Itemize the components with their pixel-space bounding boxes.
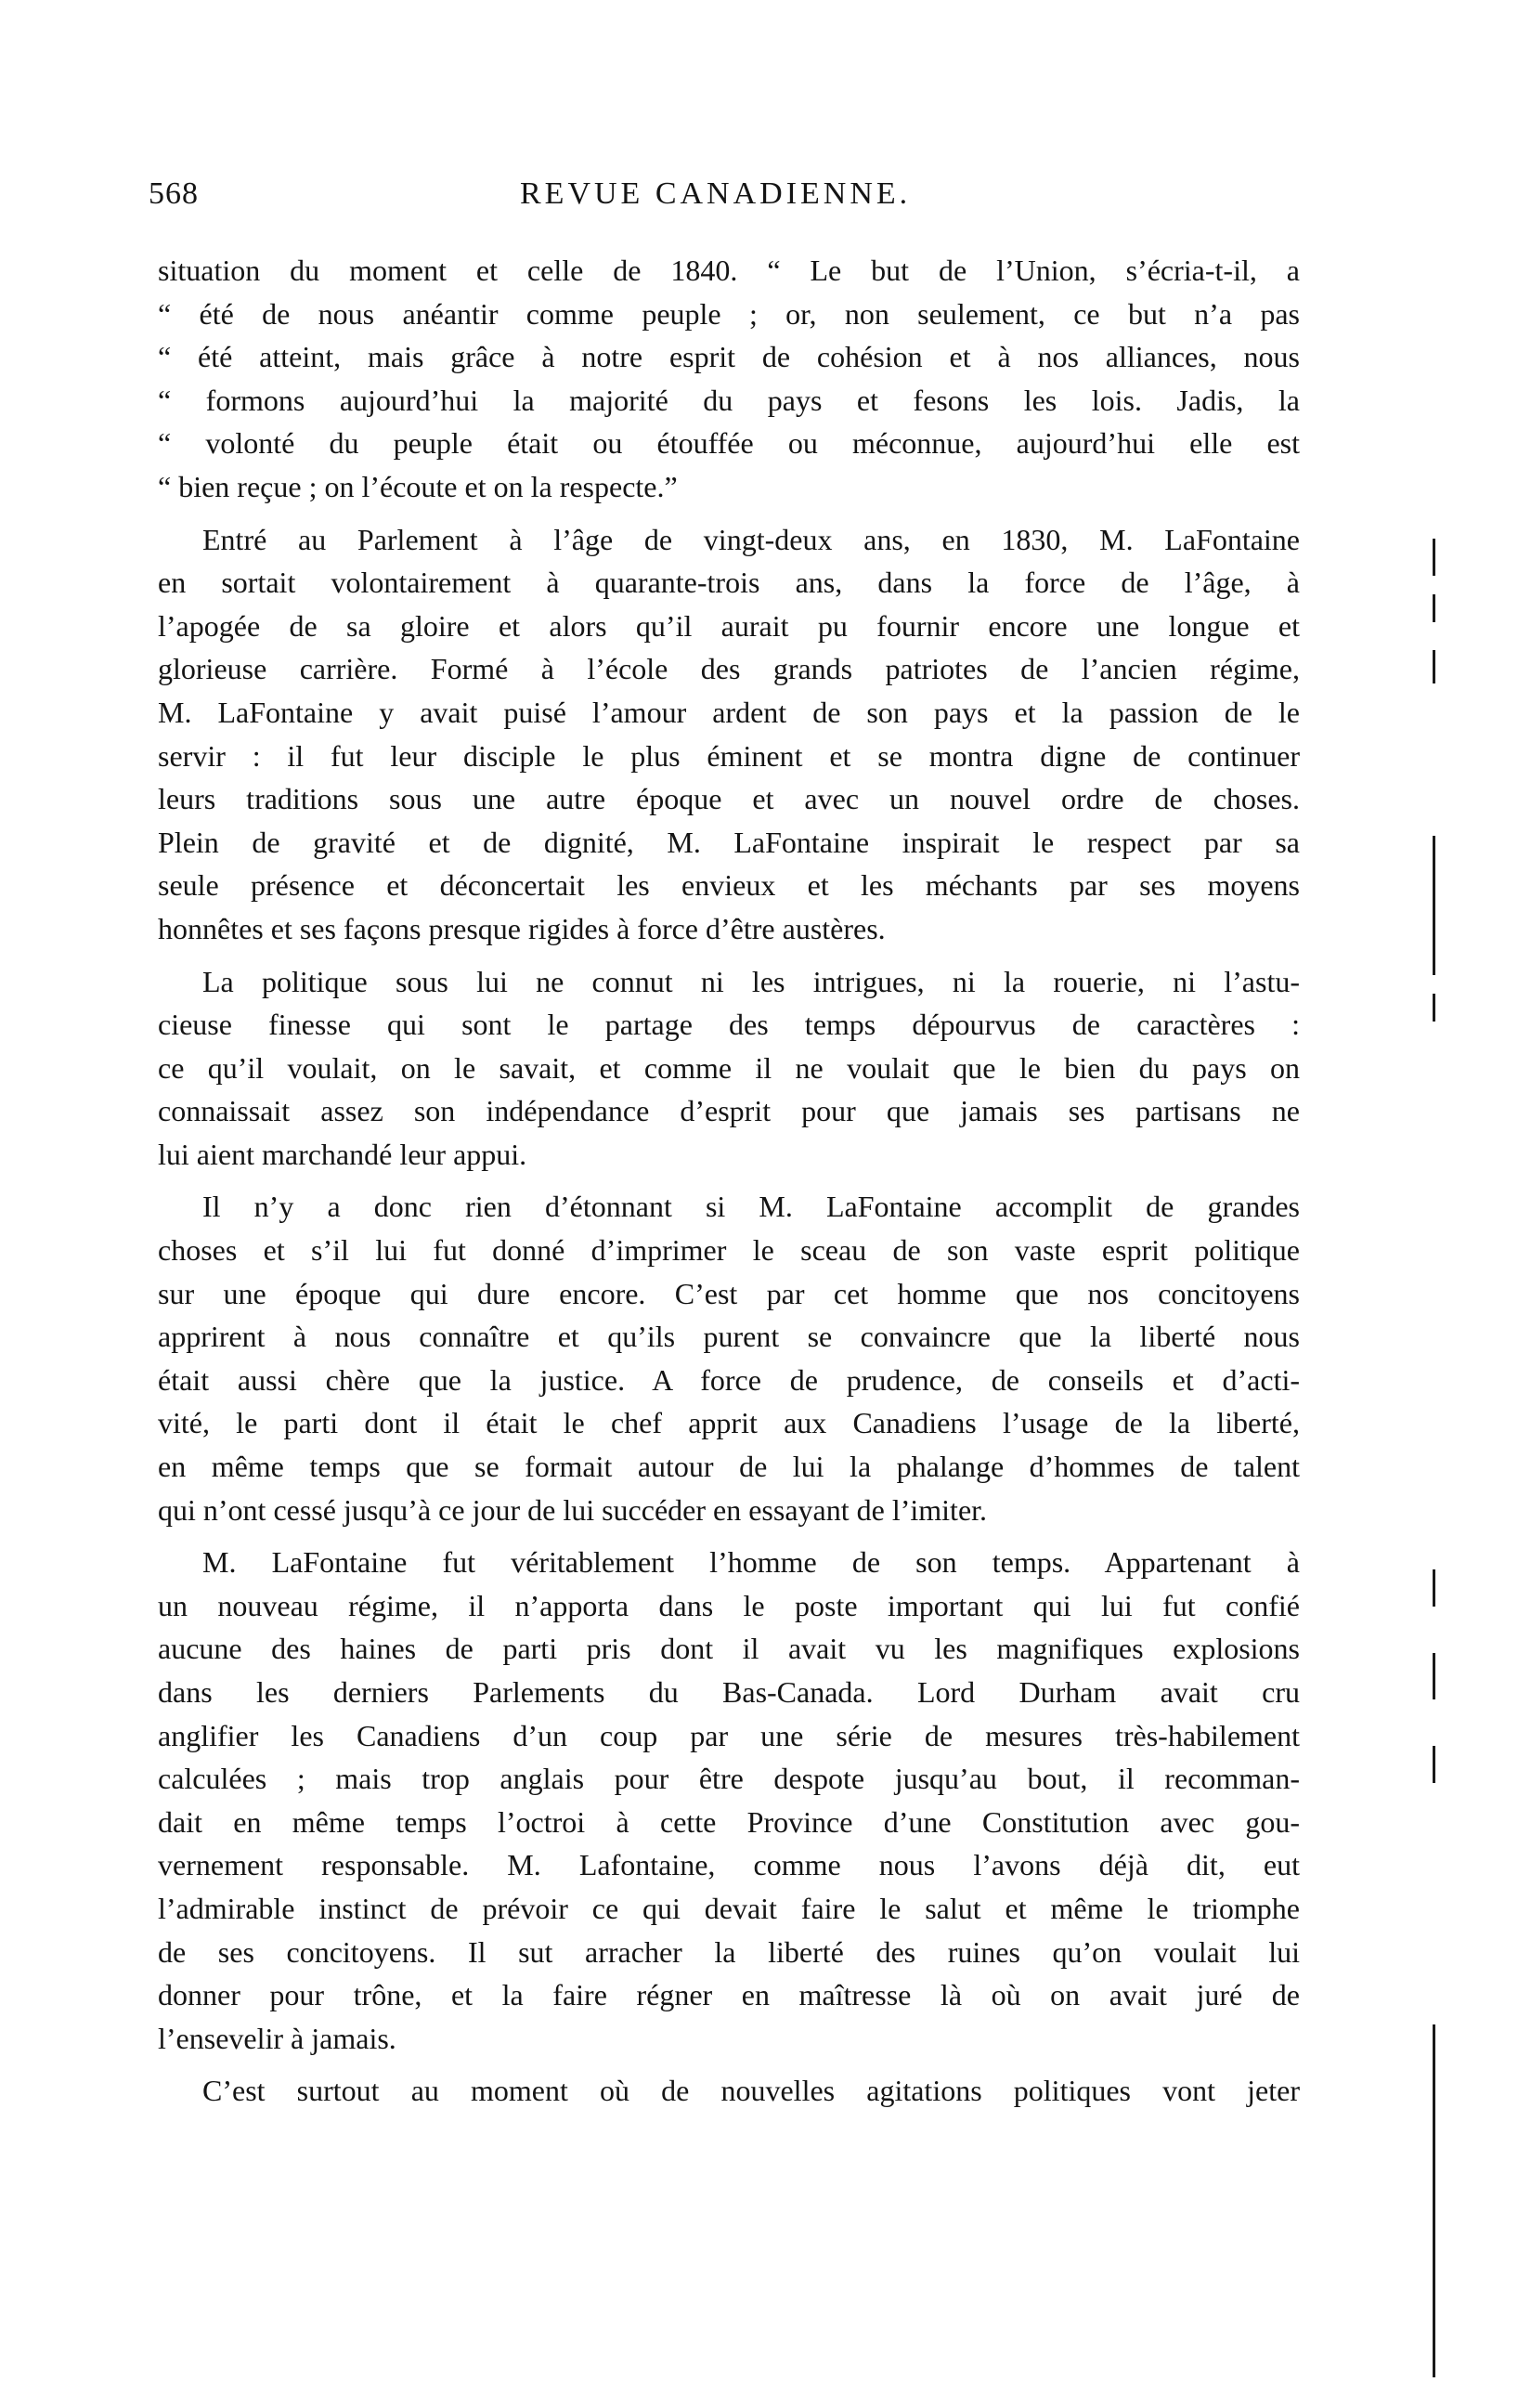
text-line: vité, le parti dont il était le chef apprit aux Canadiens l’usage de la liberté, xyxy=(158,1406,1300,1440)
scan-edge-mark xyxy=(1433,594,1435,622)
text-line: leurs traditions sous une autre époque et avec un nouvel ordre de choses. xyxy=(158,782,1300,816)
text-line: M. LaFontaine y avait puisé l’amour ardent de son pays et la passion de le xyxy=(158,695,1300,729)
text-line: Il n’y a donc rien d’étonnant si M. LaFontaine accomplit de grandes xyxy=(202,1190,1300,1224)
text-line: de ses concitoyens. Il sut arracher la liberté des ruines qu’on voulait lui xyxy=(158,1934,1300,1969)
text-line: lui aient marchandé leur appui. xyxy=(158,1137,527,1171)
text-line: M. LaFontaine fut véritablement l’homme de son temps. Appartenant à xyxy=(202,1545,1300,1580)
text-line: sur une époque qui dure encore. C’est par cet homme que nos concitoyens xyxy=(158,1276,1300,1310)
text-line: Entré au Parlement à l’âge de vingt-deux ans, en 1830, M. LaFontaine xyxy=(202,522,1300,556)
paragraph xyxy=(158,249,1300,509)
scan-edge-mark xyxy=(1433,2024,1435,2377)
text-line: dans les derniers Parlements du Bas-Canada. Lord Durham avait cru xyxy=(158,1675,1300,1709)
text-line: calculées ; mais trop anglais pour être despote jusqu’au bout, il recomman- xyxy=(158,1762,1300,1796)
page-number: 568 xyxy=(149,176,199,211)
scan-edge-mark xyxy=(1433,1746,1435,1783)
text-line: La politique sous lui ne connut ni les intrigues, ni la rouerie, ni l’astu- xyxy=(202,964,1300,998)
text-line: connaissait assez son indépendance d’esprit pour que jamais ses partisans ne xyxy=(158,1094,1300,1128)
text-line: aucune des haines de parti pris dont il avait vu les magnifiques explosions xyxy=(158,1632,1300,1666)
text-line: en même temps que se formait autour de lui la phalange d’hommes de talent xyxy=(158,1450,1300,1484)
text-line: glorieuse carrière. Formé à l’école des grands patriotes de l’ancien régime, xyxy=(158,652,1300,686)
text-line: l’apogée de sa gloire et alors qu’il aurait pu fournir encore une longue et xyxy=(158,608,1300,643)
scan-edge-mark xyxy=(1433,836,1435,975)
paragraph xyxy=(158,1541,1300,2060)
text-line: l’ensevelir à jamais. xyxy=(158,2021,396,2055)
scan-edge-mark xyxy=(1433,994,1435,1022)
paragraph xyxy=(158,2069,1300,2113)
paragraph xyxy=(158,1185,1300,1531)
text-line: “ été de nous anéantir comme peuple ; or, non seulement, ce but n’a pas xyxy=(158,296,1300,331)
scan-edge-mark xyxy=(1433,650,1435,683)
text-line: “ formons aujourd’hui la majorité du pays et fesons les lois. Jadis, la xyxy=(158,383,1300,417)
text-line: ce qu’il voulait, on le savait, et comme il ne voulait que le bien du pays on xyxy=(158,1050,1300,1085)
text-line: “ bien reçue ; on l’écoute et on la respecte.” xyxy=(158,469,678,503)
text-line: situation du moment et celle de 1840. “ Le but de l’Union, s’écria-t-il, a xyxy=(158,254,1300,287)
text-line: en sortait volontairement à quarante-trois ans, dans la force de l’âge, à xyxy=(158,566,1300,600)
paragraph xyxy=(158,518,1300,951)
text-line: Plein de gravité et de dignité, M. LaFontaine inspirait le respect par sa xyxy=(158,825,1300,859)
body-text xyxy=(158,249,1300,2113)
text-line: seule présence et déconcertait les envieux et les méchants par ses moyens xyxy=(158,868,1300,903)
text-line: choses et s’il lui fut donné d’imprimer le sceau de son vaste esprit politique xyxy=(158,1233,1300,1268)
text-line: C’est surtout au moment où de nouvelles agitations politiques vont jeter xyxy=(202,2074,1300,2108)
scan-edge-mark xyxy=(1433,1569,1435,1607)
text-line: était aussi chère que la justice. A force de prudence, de conseils et d’acti- xyxy=(158,1362,1300,1397)
paragraph xyxy=(158,960,1300,1177)
text-line: anglifier les Canadiens d’un coup par une série de mesures très-habilement xyxy=(158,1718,1300,1752)
text-line: honnêtes et ses façons presque rigides à force d’être austères. xyxy=(158,911,886,945)
text-line: “ volonté du peuple était ou étouffée ou méconnue, aujourd’hui elle est xyxy=(158,426,1300,461)
text-line: qui n’ont cessé jusqu’à ce jour de lui succéder en essayant de l’imiter. xyxy=(158,1492,988,1527)
text-line: un nouveau régime, il n’apporta dans le poste important qui lui fut confié xyxy=(158,1588,1300,1622)
text-line: apprirent à nous connaître et qu’ils purent se convaincre que la liberté nous xyxy=(158,1320,1300,1354)
text-line: dait en même temps l’octroi à cette Province d’une Constitution avec gou- xyxy=(158,1804,1300,1839)
scan-edge-mark xyxy=(1433,539,1435,576)
scan-edge-mark xyxy=(1433,1653,1435,1699)
text-line: cieuse finesse qui sont le partage des temps dépourvus de caractères : xyxy=(158,1008,1300,1042)
text-line: servir : il fut leur disciple le plus éminent et se montra digne de continuer xyxy=(158,738,1300,773)
text-line: donner pour trône, et la faire régner en maîtresse là où on avait juré de xyxy=(158,1978,1300,2012)
text-line: “ été atteint, mais grâce à notre esprit de cohésion et à nos alliances, nous xyxy=(158,340,1300,374)
text-line: vernement responsable. M. Lafontaine, comme nous l’avons déjà dit, eut xyxy=(158,1848,1300,1882)
text-line: l’admirable instinct de prévoir ce qui devait faire le salut et même le triomphe xyxy=(158,1891,1300,1925)
running-head: REVUE CANADIENNE. xyxy=(520,176,912,211)
